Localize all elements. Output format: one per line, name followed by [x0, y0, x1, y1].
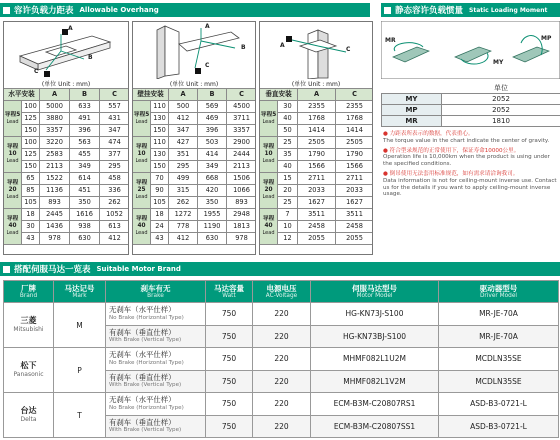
voltage-cell: 220	[253, 325, 311, 348]
table-row	[260, 185, 374, 197]
col-c: C	[227, 89, 257, 101]
vertical-mount-diagram	[262, 24, 372, 79]
wall-mount-panel	[132, 21, 256, 255]
header-square-icon	[3, 7, 10, 14]
watt-cell: 750	[206, 393, 253, 416]
horizontal-diagram-label-c: C	[34, 68, 39, 75]
horizontal-mount-panel	[3, 21, 129, 255]
table-cell: 458	[100, 173, 130, 185]
table-cell: 349	[70, 161, 100, 173]
table-cell: 499	[169, 173, 198, 185]
table-cell: 633	[70, 101, 100, 113]
brand-cell: 松下 Panasonic	[4, 348, 54, 393]
table-cell: 1414	[298, 125, 336, 137]
table-cell: 43	[151, 233, 169, 245]
table-row	[4, 197, 130, 209]
watt-cell: 750	[206, 303, 253, 326]
table-row	[260, 149, 374, 161]
table-cell: 412	[100, 233, 130, 245]
table-cell: 1506	[227, 173, 257, 185]
overhang-header	[0, 3, 370, 17]
table-cell: 3880	[40, 113, 70, 125]
table-cell: 563	[70, 137, 100, 149]
motor-model-cell: MHMF082L1V2M	[311, 370, 439, 393]
table-cell: 262	[100, 197, 130, 209]
table-cell: 1955	[198, 209, 227, 221]
lead-group-label: 导程5 Lead	[133, 101, 151, 137]
driver-model-cell: MR-JE-70A	[439, 325, 559, 348]
table-cell: 295	[169, 161, 198, 173]
mark-cell: M	[54, 303, 106, 348]
table-cell: 1790	[298, 149, 336, 161]
driver-model-cell: ASD-B3-0721-L	[439, 393, 559, 416]
lead-group-label: 导程40 Lead	[260, 209, 278, 245]
static-moment-table	[381, 83, 560, 127]
table-cell: 347	[100, 125, 130, 137]
header-brake: 刹车有无 Brake	[106, 281, 206, 303]
table-cell: 18	[151, 209, 169, 221]
table-cell: 30	[22, 221, 40, 233]
unit-label: (单位 Unit : mm)	[291, 81, 341, 88]
table-row	[260, 221, 374, 233]
static-moment-title-en: Static Loading Moment	[469, 6, 548, 14]
table-row	[4, 209, 130, 221]
table-row	[133, 173, 257, 185]
note-2: ● 符合型录规范的正常使用下，保证寿命10000公里。 Operation life is 10,000km when the product is using under the specified conditions.	[383, 147, 550, 168]
table-row	[133, 197, 257, 209]
table-row	[260, 209, 374, 221]
static-unit: 单位	[494, 84, 508, 92]
table-cell: 110	[151, 101, 169, 113]
static-moment-title-zh: 静态容许负载惯量	[395, 6, 464, 16]
table-row	[4, 149, 130, 161]
table-cell: 1190	[198, 221, 227, 233]
table-cell: 24	[151, 221, 169, 233]
table-cell: 2900	[227, 137, 257, 149]
table-cell: 1768	[298, 113, 336, 125]
table-row	[260, 137, 374, 149]
table-cell: 336	[100, 185, 130, 197]
table-cell: 18	[22, 209, 40, 221]
table-cell: 150	[151, 161, 169, 173]
table-cell: 377	[100, 149, 130, 161]
table-row	[260, 233, 374, 245]
horizontal-diagram-label-a: A	[68, 25, 73, 32]
motor-header	[0, 262, 560, 276]
table-cell: 469	[198, 113, 227, 125]
table-cell: 557	[100, 101, 130, 113]
table-cell: 2505	[336, 137, 374, 149]
table-cell: 15	[278, 173, 298, 185]
moment-label-mr: MR	[385, 37, 396, 44]
table-cell: 315	[169, 185, 198, 197]
motor-title-en: Suitable Motor Brand	[96, 265, 181, 273]
wall-mount-table	[132, 88, 256, 245]
motor-model-cell: HG-KN73J-S100	[311, 303, 439, 326]
table-cell: 614	[70, 173, 100, 185]
table-cell: 1522	[40, 173, 70, 185]
table-cell: 30	[278, 101, 298, 113]
table-cell: 2355	[336, 101, 374, 113]
vertical-diagram-label-c: C	[346, 46, 351, 53]
table-cell: 1813	[227, 221, 257, 233]
table-cell: 100	[22, 101, 40, 113]
table-row	[4, 185, 130, 197]
table-cell: 2113	[40, 161, 70, 173]
static-moment-header	[381, 3, 560, 17]
table-cell: 90	[151, 185, 169, 197]
col-b: B	[198, 89, 227, 101]
header-motor-model: 伺服马达型号 Motor Model	[311, 281, 439, 303]
table-cell: 893	[40, 197, 70, 209]
table-cell: 40	[278, 113, 298, 125]
table-cell: 503	[198, 137, 227, 149]
table-cell: 978	[40, 233, 70, 245]
table-cell: 1052	[100, 209, 130, 221]
lead-group-label: 导程20 Lead	[260, 173, 278, 209]
table-row	[4, 137, 130, 149]
table-row	[260, 113, 374, 125]
wall-diagram-label-a: A	[205, 23, 210, 30]
motor-model-cell: HG-KN73BJ-S100	[311, 325, 439, 348]
lead-group-label: 导程10 Lead	[260, 137, 278, 173]
motor-model-cell: MHMF082L1U2M	[311, 348, 439, 371]
overhang-title-en: Allowable Overhang	[79, 6, 159, 14]
motor-table	[3, 280, 559, 438]
table-cell: 668	[198, 173, 227, 185]
table-row	[260, 173, 374, 185]
table-cell: 1627	[336, 197, 374, 209]
col-b: B	[70, 89, 100, 101]
table-cell: 2711	[336, 173, 374, 185]
brake-cell: 无刹车（水平仕样） No Brake (Horizontal Type)	[106, 348, 206, 371]
table-row	[4, 393, 559, 416]
wall-diagram-label-b: B	[241, 44, 246, 51]
table-cell: 3220	[40, 137, 70, 149]
table-cell: 938	[70, 221, 100, 233]
horizontal-header: 水平安装	[4, 89, 40, 101]
table-cell: 3357	[227, 125, 257, 137]
table-row: MP 2052	[382, 105, 560, 116]
table-row	[133, 125, 257, 137]
table-cell: 778	[169, 221, 198, 233]
table-cell: 25	[278, 137, 298, 149]
table-cell: 350	[70, 197, 100, 209]
table-cell: 5000	[40, 101, 70, 113]
col-c: C	[100, 89, 130, 101]
voltage-cell: 220	[253, 415, 311, 438]
table-cell: 1566	[336, 161, 374, 173]
table-cell: 569	[198, 101, 227, 113]
table-cell: 150	[22, 125, 40, 137]
motor-model-cell: ECM-B3M-C20807RS1	[311, 393, 439, 416]
brand-cell: 台达 Delta	[4, 393, 54, 438]
table-cell: 35	[278, 149, 298, 161]
header-driver-model: 驱动器型号 Driver Model	[439, 281, 559, 303]
table-cell: 630	[198, 233, 227, 245]
table-row	[4, 125, 130, 137]
table-cell: 500	[169, 101, 198, 113]
table-cell: 412	[169, 113, 198, 125]
table-row: MY 2052	[382, 94, 560, 105]
vertical-header: 垂直安装	[260, 89, 298, 101]
voltage-cell: 220	[253, 370, 311, 393]
lead-group-label: 导程10 Lead	[4, 137, 22, 173]
motor-title-zh: 搭配伺服马达一览表	[14, 265, 91, 275]
col-a: A	[298, 89, 336, 101]
table-cell: 2055	[336, 233, 374, 245]
header-brand: 厂牌 Brand	[4, 281, 54, 303]
table-row	[4, 233, 130, 245]
table-cell: 396	[198, 125, 227, 137]
header-square-icon	[3, 266, 10, 273]
wall-diagram-label-c: C	[205, 62, 210, 69]
table-row	[4, 221, 130, 233]
table-cell: 125	[22, 113, 40, 125]
note-3: ● 倒吊使用无法套用标准规范，如有需求请洽询我司。 Data information is not for ceiling-mount inverse use. Contact us for the details if you want to apply ceiling-mount inverse usage.	[383, 170, 557, 198]
table-cell: 50	[278, 125, 298, 137]
table-row	[4, 161, 130, 173]
table-row	[133, 113, 257, 125]
table-cell: 1566	[298, 161, 336, 173]
horizontal-diagram-label-b: B	[88, 54, 93, 61]
table-cell: 85	[22, 185, 40, 197]
table-row	[260, 197, 374, 209]
lead-group-label: 导程10 Lead	[133, 137, 151, 173]
table-cell: 1414	[336, 125, 374, 137]
table-cell: 150	[22, 161, 40, 173]
table-cell: 130	[151, 113, 169, 125]
table-cell: 2033	[298, 185, 336, 197]
driver-model-cell: MCDLN35SE	[439, 370, 559, 393]
table-cell: 350	[198, 197, 227, 209]
table-cell: 4500	[227, 101, 257, 113]
table-cell: 40	[278, 161, 298, 173]
table-row	[133, 101, 257, 113]
unit-label: (单位 Unit : mm)	[169, 81, 219, 88]
table-cell: 2505	[298, 137, 336, 149]
table-row: MR 1810	[382, 116, 560, 127]
mark-cell: P	[54, 348, 106, 393]
static-moment-diagram	[381, 21, 560, 79]
overhang-title-zh: 容许负载力距表	[14, 6, 74, 16]
watt-cell: 750	[206, 325, 253, 348]
col-a: A	[169, 89, 198, 101]
table-row	[133, 221, 257, 233]
table-cell: 893	[227, 197, 257, 209]
static-moment-panel	[381, 21, 560, 255]
table-cell: 3711	[227, 113, 257, 125]
horizontal-mount-table	[3, 88, 129, 245]
table-row	[4, 303, 559, 326]
table-row	[260, 125, 374, 137]
table-cell: 2113	[227, 161, 257, 173]
table-cell: 3357	[40, 125, 70, 137]
table-cell: 491	[70, 113, 100, 125]
vertical-mount-table	[259, 88, 373, 245]
table-cell: 262	[169, 197, 198, 209]
table-row	[260, 161, 374, 173]
table-cell: 1768	[336, 113, 374, 125]
lead-group-label: 导程40 Lead	[4, 209, 22, 245]
header-mark: 马达记号 Mark	[54, 281, 106, 303]
table-cell: 2033	[336, 185, 374, 197]
wall-mount-diagram	[135, 24, 255, 79]
table-cell: 427	[169, 137, 198, 149]
table-row	[133, 233, 257, 245]
table-cell: 70	[151, 173, 169, 185]
driver-model-cell: ASD-B3-0721-L	[439, 415, 559, 438]
col-a: A	[40, 89, 70, 101]
table-cell: 105	[151, 197, 169, 209]
table-cell: 20	[278, 185, 298, 197]
table-cell: 7	[278, 209, 298, 221]
moment-label-mp: MP	[541, 35, 552, 42]
col-c: C	[336, 89, 374, 101]
table-cell: 455	[70, 149, 100, 161]
table-cell: 2458	[298, 221, 336, 233]
brake-cell: 无刹车（水平仕样） No Brake (Horizontal Type)	[106, 393, 206, 416]
table-row	[133, 137, 257, 149]
table-cell: 349	[198, 161, 227, 173]
table-row	[4, 113, 130, 125]
lead-group-label: 导程40 Lead	[133, 209, 151, 245]
wall-header: 壁挂安装	[133, 89, 169, 101]
table-cell: 412	[169, 233, 198, 245]
table-cell: 2711	[298, 173, 336, 185]
table-cell: 10	[278, 221, 298, 233]
table-row	[133, 185, 257, 197]
table-cell: 978	[227, 233, 257, 245]
table-cell: 1790	[336, 149, 374, 161]
table-cell: 295	[100, 161, 130, 173]
table-cell: 396	[70, 125, 100, 137]
table-cell: 130	[151, 149, 169, 161]
table-cell: 2445	[40, 209, 70, 221]
table-cell: 2055	[298, 233, 336, 245]
table-cell: 105	[22, 197, 40, 209]
table-cell: 150	[151, 125, 169, 137]
header-voltage: 电源电压 AC-Voltage	[253, 281, 311, 303]
header-square-icon	[384, 7, 391, 14]
lead-group-label: 导程20 Lead	[4, 173, 22, 209]
table-cell: 420	[198, 185, 227, 197]
unit-label: (单位 Unit : mm)	[41, 81, 91, 88]
table-cell: 431	[100, 113, 130, 125]
table-cell: 2444	[227, 149, 257, 161]
table-row	[4, 173, 130, 185]
watt-cell: 750	[206, 370, 253, 393]
voltage-cell: 220	[253, 303, 311, 326]
table-cell: 1136	[40, 185, 70, 197]
watt-cell: 750	[206, 348, 253, 371]
brake-cell: 无刹车（水平仕样） No Brake (Horizontal Type)	[106, 303, 206, 326]
table-cell: 2948	[227, 209, 257, 221]
table-cell: 12	[278, 233, 298, 245]
table-cell: 125	[22, 149, 40, 161]
brake-cell: 有刹车（垂直仕样） With Brake (Vertical Type)	[106, 325, 206, 348]
table-cell: 25	[278, 197, 298, 209]
table-cell: 347	[169, 125, 198, 137]
table-cell: 1627	[298, 197, 336, 209]
driver-model-cell: MCDLN35SE	[439, 348, 559, 371]
header-watt: 马达容量 Watt	[206, 281, 253, 303]
table-cell: 2583	[40, 149, 70, 161]
notes	[383, 131, 559, 198]
voltage-cell: 220	[253, 348, 311, 371]
table-cell: 3511	[336, 209, 374, 221]
vertical-diagram-label-a: A	[280, 42, 285, 49]
table-cell: 65	[22, 173, 40, 185]
table-cell: 351	[169, 149, 198, 161]
brake-cell: 有刹车（垂直仕样） With Brake (Vertical Type)	[106, 415, 206, 438]
vertical-mount-panel	[259, 21, 373, 255]
table-row	[133, 161, 257, 173]
table-cell: 630	[70, 233, 100, 245]
table-cell: 100	[22, 137, 40, 149]
horizontal-mount-diagram	[6, 24, 126, 79]
brand-cell: 三菱 Mitsubishi	[4, 303, 54, 348]
table-cell: 1272	[169, 209, 198, 221]
moment-label-my: MY	[493, 59, 504, 66]
table-cell: 2458	[336, 221, 374, 233]
table-cell: 2355	[298, 101, 336, 113]
motor-model-cell: ECM-B3M-C20807SS1	[311, 415, 439, 438]
table-cell: 43	[22, 233, 40, 245]
table-row	[4, 348, 559, 371]
driver-model-cell: MR-JE-70A	[439, 303, 559, 326]
table-cell: 414	[198, 149, 227, 161]
table-cell: 110	[151, 137, 169, 149]
voltage-cell: 220	[253, 393, 311, 416]
table-cell: 3511	[298, 209, 336, 221]
table-row	[260, 101, 374, 113]
brake-cell: 有刹车（垂直仕样） With Brake (Vertical Type)	[106, 370, 206, 393]
table-cell: 613	[100, 221, 130, 233]
note-1: ● 力距表所表示的数据，代表重心。 The torque value in the chart indicate the center of gravity.	[383, 131, 550, 144]
table-cell: 1436	[40, 221, 70, 233]
lead-group-label: 导程5 Lead	[4, 101, 22, 137]
table-cell: 451	[70, 185, 100, 197]
lead-group-label: 导程25 Lead	[133, 173, 151, 209]
lead-group-label: 导程5 Lead	[260, 101, 278, 137]
table-row	[4, 101, 130, 113]
table-row	[133, 209, 257, 221]
table-row	[133, 149, 257, 161]
table-cell: 1066	[227, 185, 257, 197]
mark-cell: T	[54, 393, 106, 438]
table-cell: 1616	[70, 209, 100, 221]
watt-cell: 750	[206, 415, 253, 438]
table-cell: 474	[100, 137, 130, 149]
